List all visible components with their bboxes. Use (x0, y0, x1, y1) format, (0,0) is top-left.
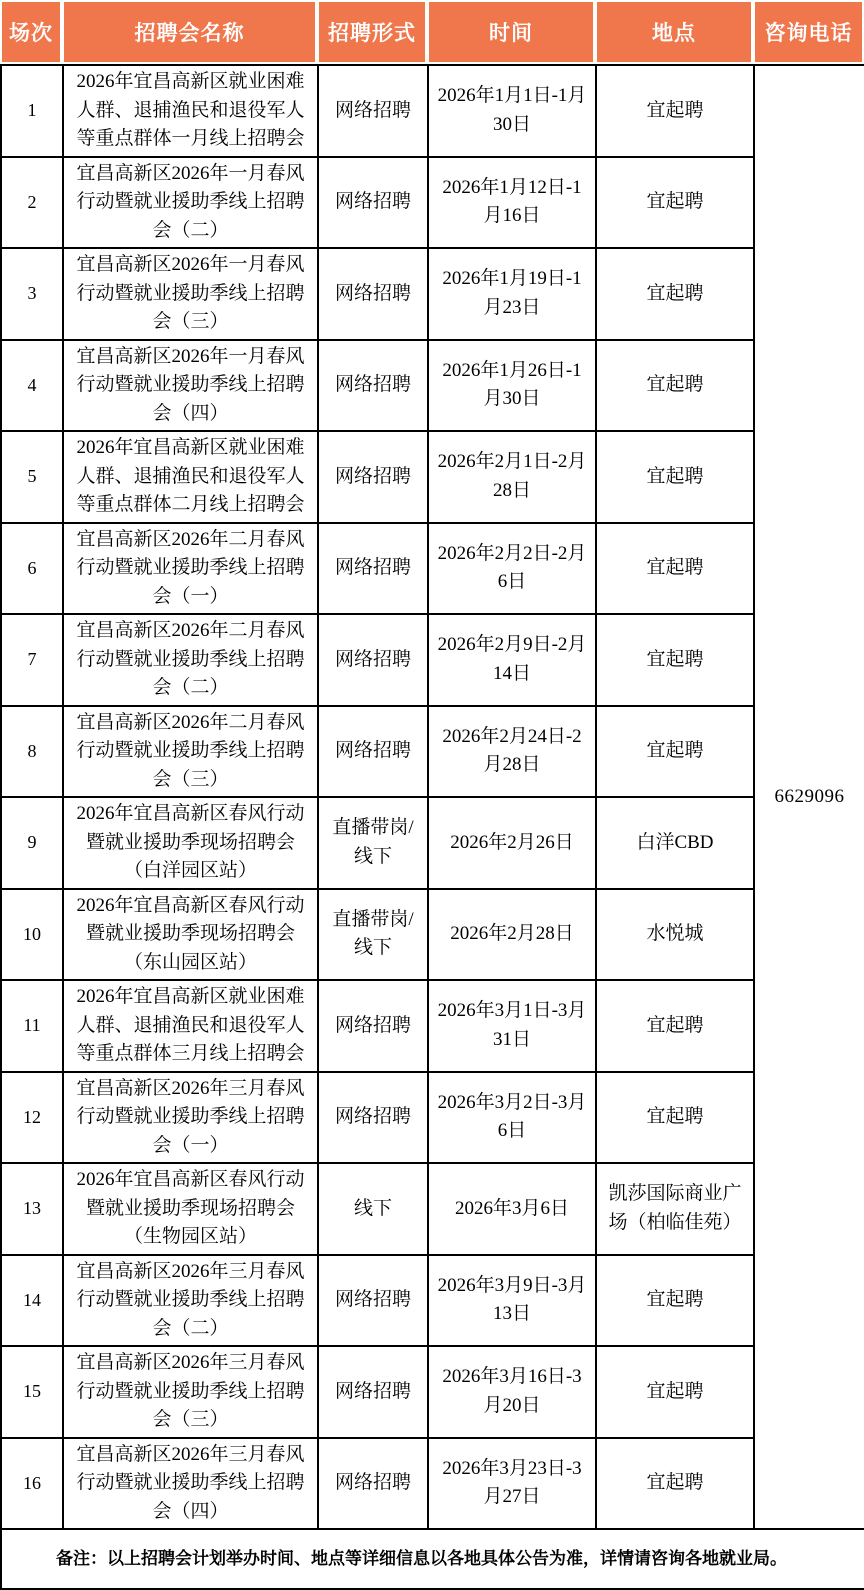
time-range: 2026年2月26日 (428, 797, 596, 889)
fair-name: 宜昌高新区2026年一月春风行动暨就业援助季线上招聘会（四） (63, 340, 318, 432)
location: 宜起聘 (596, 980, 754, 1072)
session-number: 11 (1, 980, 63, 1072)
location: 宜起聘 (596, 431, 754, 523)
time-range: 2026年1月19日-1月23日 (428, 248, 596, 340)
fair-name: 2026年宜昌高新区春风行动暨就业援助季现场招聘会（东山园区站） (63, 889, 318, 981)
table-row (1, 889, 864, 981)
recruitment-form: 网络招聘 (318, 1438, 428, 1530)
fair-name: 宜昌高新区2026年三月春风行动暨就业援助季线上招聘会（一） (63, 1072, 318, 1164)
time-range: 2026年1月12日-1月16日 (428, 157, 596, 249)
time-range: 2026年1月1日-1月30日 (428, 65, 596, 157)
fair-name: 2026年宜昌高新区就业困难人群、退捕渔民和退役军人等重点群体三月线上招聘会 (63, 980, 318, 1072)
table-row (1, 431, 864, 523)
location: 宜起聘 (596, 523, 754, 615)
table-row (1, 157, 864, 249)
time-range: 2026年2月24日-2月28日 (428, 706, 596, 798)
location: 宜起聘 (596, 614, 754, 706)
session-number: 4 (1, 340, 63, 432)
table-row (1, 980, 864, 1072)
session-number: 7 (1, 614, 63, 706)
note-row (1, 1529, 864, 1589)
location: 宜起聘 (596, 1255, 754, 1347)
table-row (1, 614, 864, 706)
session-number: 1 (1, 65, 63, 157)
note-text: 备注：以上招聘会计划举办时间、地点等详细信息以各地具体公告为准，详情请咨询各地就业局。 (1, 1529, 864, 1589)
column-header-place: 地点 (595, 0, 753, 64)
column-header-session: 场次 (0, 0, 62, 64)
session-number: 14 (1, 1255, 63, 1347)
recruitment-form: 网络招聘 (318, 340, 428, 432)
fair-name: 2026年宜昌高新区春风行动暨就业援助季现场招聘会（生物园区站） (63, 1163, 318, 1255)
time-range: 2026年3月1日-3月31日 (428, 980, 596, 1072)
fair-name: 宜昌高新区2026年三月春风行动暨就业援助季线上招聘会（三） (63, 1346, 318, 1438)
recruitment-form: 网络招聘 (318, 248, 428, 340)
column-header-fair-name: 招聘会名称 (62, 0, 317, 64)
session-number: 9 (1, 797, 63, 889)
location: 宜起聘 (596, 1072, 754, 1164)
table-row (1, 1163, 864, 1255)
recruitment-form: 网络招聘 (318, 431, 428, 523)
table-row (1, 340, 864, 432)
table-row (1, 1072, 864, 1164)
session-number: 13 (1, 1163, 63, 1255)
location: 宜起聘 (596, 340, 754, 432)
table-row (1, 523, 864, 615)
location: 宜起聘 (596, 706, 754, 798)
location: 白洋CBD (596, 797, 754, 889)
fair-name: 宜昌高新区2026年三月春风行动暨就业援助季线上招聘会（四） (63, 1438, 318, 1530)
fair-name: 2026年宜昌高新区就业困难人群、退捕渔民和退役军人等重点群体一月线上招聘会 (63, 65, 318, 157)
fair-name: 宜昌高新区2026年二月春风行动暨就业援助季线上招聘会（二） (63, 614, 318, 706)
fair-name: 宜昌高新区2026年二月春风行动暨就业援助季线上招聘会（三） (63, 706, 318, 798)
time-range: 2026年2月28日 (428, 889, 596, 981)
session-number: 12 (1, 1072, 63, 1164)
location: 凯莎国际商业广场（柏临佳苑） (596, 1163, 754, 1255)
recruitment-form: 直播带岗/线下 (318, 797, 428, 889)
session-number: 6 (1, 523, 63, 615)
fair-name: 宜昌高新区2026年二月春风行动暨就业援助季线上招聘会（一） (63, 523, 318, 615)
time-range: 2026年3月16日-3月20日 (428, 1346, 596, 1438)
phone-number: 6629096 (754, 65, 864, 1529)
recruitment-form: 网络招聘 (318, 523, 428, 615)
location: 水悦城 (596, 889, 754, 981)
location: 宜起聘 (596, 1438, 754, 1530)
table-row (1, 1438, 864, 1530)
table-row (1, 65, 864, 157)
location: 宜起聘 (596, 248, 754, 340)
time-range: 2026年3月6日 (428, 1163, 596, 1255)
recruitment-form: 网络招聘 (318, 1255, 428, 1347)
time-range: 2026年3月23日-3月27日 (428, 1438, 596, 1530)
fair-name: 2026年宜昌高新区就业困难人群、退捕渔民和退役军人等重点群体二月线上招聘会 (63, 431, 318, 523)
schedule-body-table (0, 64, 864, 1590)
time-range: 2026年3月9日-3月13日 (428, 1255, 596, 1347)
session-number: 5 (1, 431, 63, 523)
recruitment-form: 网络招聘 (318, 157, 428, 249)
location: 宜起聘 (596, 1346, 754, 1438)
session-number: 8 (1, 706, 63, 798)
time-range: 2026年3月2日-3月6日 (428, 1072, 596, 1164)
recruitment-form: 线下 (318, 1163, 428, 1255)
recruitment-form: 网络招聘 (318, 706, 428, 798)
fair-name: 宜昌高新区2026年一月春风行动暨就业援助季线上招聘会（二） (63, 157, 318, 249)
location: 宜起聘 (596, 157, 754, 249)
location: 宜起聘 (596, 65, 754, 157)
session-number: 2 (1, 157, 63, 249)
schedule-header-table (0, 0, 864, 64)
column-header-time: 时间 (427, 0, 595, 64)
fair-name: 宜昌高新区2026年一月春风行动暨就业援助季线上招聘会（三） (63, 248, 318, 340)
time-range: 2026年2月2日-2月6日 (428, 523, 596, 615)
time-range: 2026年2月1日-2月28日 (428, 431, 596, 523)
column-header-phone: 咨询电话 (753, 0, 864, 64)
session-number: 3 (1, 248, 63, 340)
recruitment-form: 网络招聘 (318, 614, 428, 706)
table-row (1, 1255, 864, 1347)
recruitment-form: 网络招聘 (318, 1072, 428, 1164)
fair-name: 2026年宜昌高新区春风行动暨就业援助季现场招聘会（白洋园区站） (63, 797, 318, 889)
schedule-rows (1, 65, 864, 1529)
recruitment-form: 网络招聘 (318, 1346, 428, 1438)
session-number: 15 (1, 1346, 63, 1438)
session-number: 16 (1, 1438, 63, 1530)
column-header-form: 招聘形式 (317, 0, 427, 64)
session-number: 10 (1, 889, 63, 981)
table-row (1, 248, 864, 340)
table-row (1, 1346, 864, 1438)
header-row (0, 0, 864, 64)
recruitment-form: 网络招聘 (318, 65, 428, 157)
table-row (1, 797, 864, 889)
fair-name: 宜昌高新区2026年三月春风行动暨就业援助季线上招聘会（二） (63, 1255, 318, 1347)
time-range: 2026年1月26日-1月30日 (428, 340, 596, 432)
table-row (1, 706, 864, 798)
recruitment-form: 直播带岗/线下 (318, 889, 428, 981)
time-range: 2026年2月9日-2月14日 (428, 614, 596, 706)
recruitment-form: 网络招聘 (318, 980, 428, 1072)
